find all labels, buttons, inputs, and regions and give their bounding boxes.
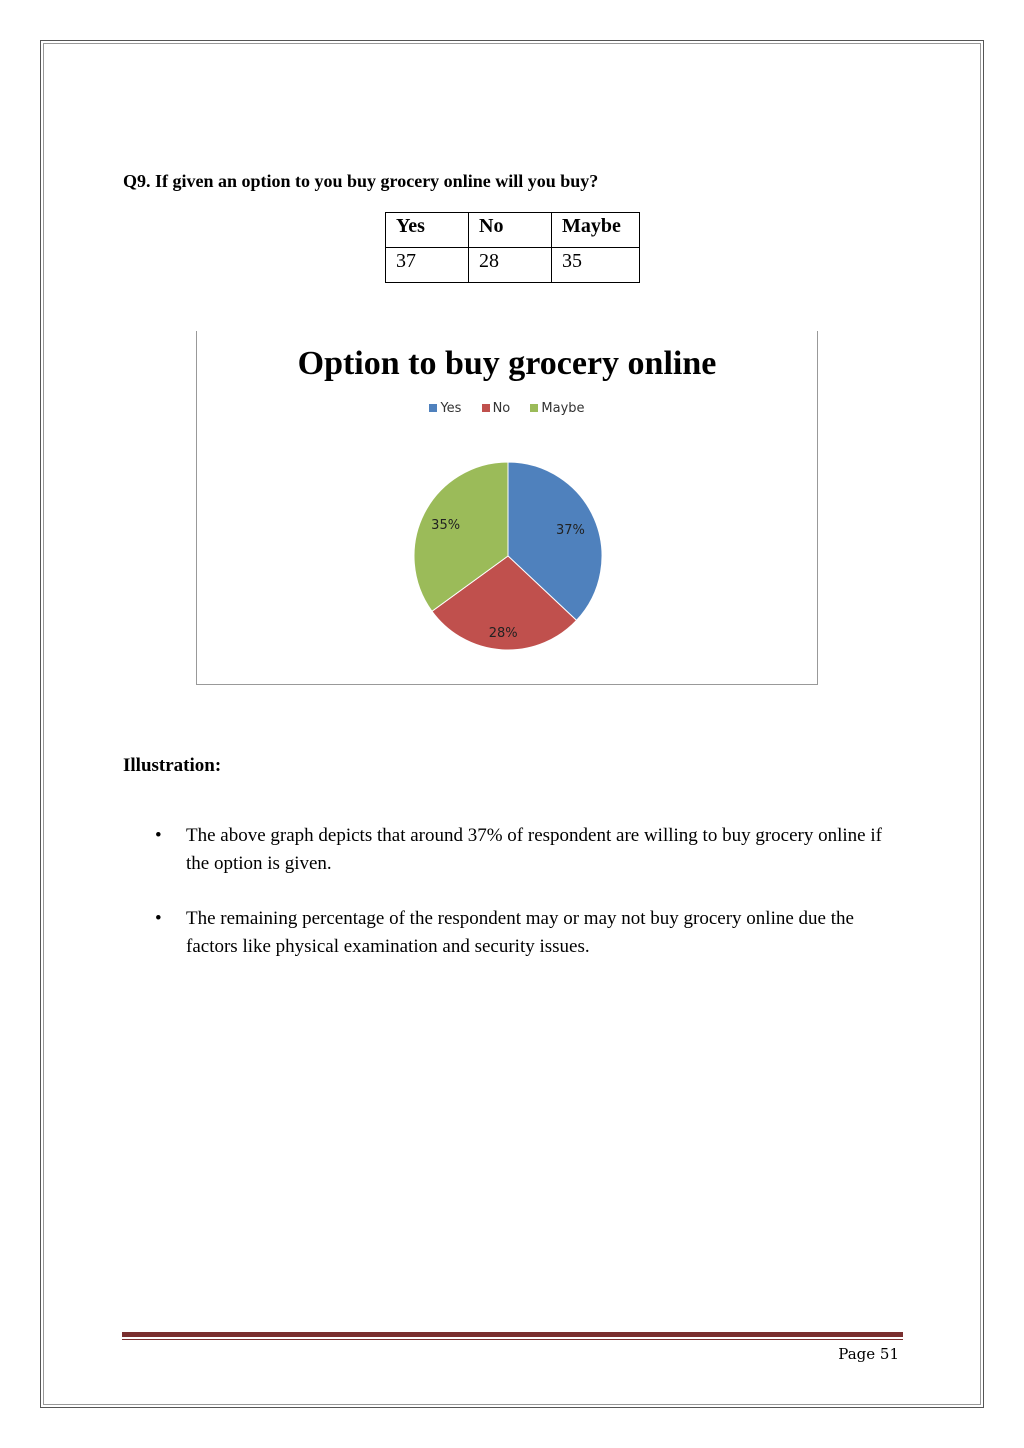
illustration-heading: Illustration:	[123, 755, 222, 776]
table-header-row	[386, 213, 640, 248]
illustration-list	[123, 822, 903, 988]
table-header-no: No	[469, 213, 552, 248]
table-header-yes: Yes	[386, 213, 469, 248]
pie-label-yes: 37%	[555, 522, 585, 538]
pie-label-maybe: 35%	[431, 518, 461, 534]
legend-label-maybe: Maybe	[541, 401, 585, 416]
list-item	[123, 822, 903, 878]
table-header-maybe: Maybe	[552, 213, 640, 248]
question-heading: Q9. If given an option to you buy grocery online will you buy?	[123, 171, 599, 191]
footer-rule	[122, 1332, 903, 1337]
bullet-icon: •	[155, 908, 162, 929]
bullet-text: The above graph depicts that around 37% of respondent are willing to buy grocery online if the option is given.	[186, 825, 882, 874]
table-cell-maybe: 35	[552, 248, 640, 283]
page-number: Page 51	[838, 1345, 899, 1363]
response-table	[385, 212, 640, 283]
legend-label-no: No	[492, 401, 511, 416]
pie-label-no: 28%	[488, 625, 518, 641]
table-row	[386, 248, 640, 283]
table-cell-yes: 37	[386, 248, 469, 283]
footer-rule-thin	[122, 1339, 903, 1340]
pie-chart	[197, 331, 817, 684]
legend-label-yes: Yes	[440, 401, 462, 416]
table-cell-no: 28	[469, 248, 552, 283]
bullet-text: The remaining percentage of the respondent may or may not buy grocery online due the factors like physical examination and security issues.	[186, 908, 854, 957]
bullet-icon: •	[155, 825, 162, 846]
chart-frame	[196, 331, 818, 685]
list-item	[123, 905, 903, 961]
chart-title: Option to buy grocery online	[297, 345, 717, 382]
